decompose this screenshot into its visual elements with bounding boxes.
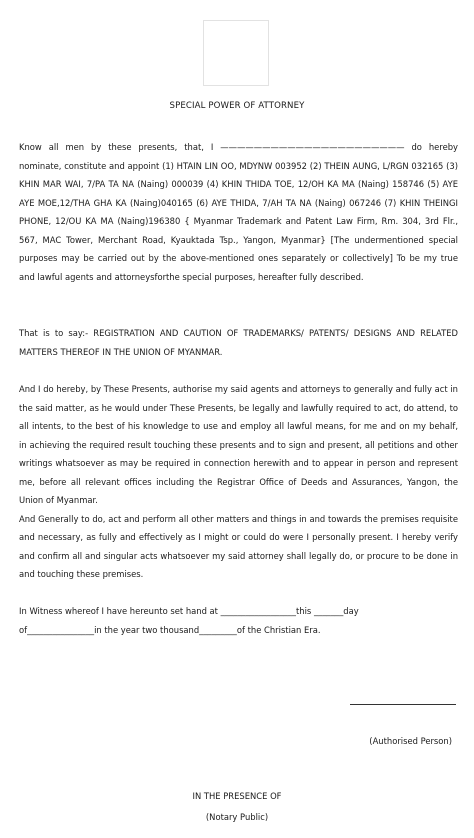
appointment-paragraph: Know all men by these presents, that, I —————————————————————— do hereby nominate, constitute and appoint (1) HTAIN LIN OO, MDYNW 003952 (2) THEIN AUNG, L/RGN 032165 (3) KHIN MAR WAI, 7/PA TA NA (Naing) 000039 (4) KHIN THIDA TOE, 12/OH KA MA (Naing) 158746 (5) AYE AYE MOE,12/THA GHA KA (Naing)040165 (6) AYE THIDA, 7/AH TA NA (Naing) 067246 (7) KHIN THEINGI PHONE, 12/OU KA MA (Naing)196380 { Myanmar Trademark and Patent Law Firm, Rm. 304, 3rd Flr., 567, MAC Tower, Merchant Road, Kyauktada Tsp., Yangon, Myanmar} [The undermentioned special purposes may be carried out by the above-mentioned ones separately or collectively] To be my true and lawful agents and attorneysforthe special purposes, hereafter fully described.	[19, 142, 458, 282]
witness-line-2: of________________in the year two thousand_________of the Christian Era.	[19, 624, 321, 635]
authorisation-section	[19, 380, 458, 584]
stamp-box	[203, 20, 269, 86]
document-title: SPECIAL POWER OF ATTORNEY	[169, 101, 305, 111]
presence-heading: IN THE PRESENCE OF	[192, 791, 282, 801]
general-powers-paragraph: And Generally to do, act and perform all other matters and things in and towards the premises requisite and necessary, as fully and effectively as I might or could do were I personally present. I hereby verify and confirm all and singular acts whatsoever my said attorney shall legally do, or procure to be done in and touching these premises.	[19, 513, 458, 579]
witness-section	[19, 602, 458, 639]
purpose-paragraph: That is to say:- REGISTRATION AND CAUTION OF TRADEMARKS/ PATENTS/ DESIGNS AND RELATED MATTERS THEREOF IN THE UNION OF MYANMAR.	[19, 328, 458, 357]
notary-public-label: (Notary Public)	[205, 812, 269, 822]
signature-line	[350, 704, 456, 705]
witness-line-1: In Witness whereof I have hereunto set hand at __________________this _______day	[19, 606, 359, 616]
authorisation-paragraph: And I do hereby, by These Presents, authorise my said agents and attorneys to generally and fully act in the said matter, as he would under These Presents, be legally and lawfully required to act, do attend, to all intents, to the best of his knowledge to use and employ all lawful means, for me and on my behalf, in achieving the required result touching these presents and to sign and present, all petitions and other writings whatsoever as may be required in connection herewith and to appear in person and represent me, before all relevant offices including the Registrar Office of Deeds and Assurances, Yangon, the Union of Myanmar.	[19, 384, 458, 505]
authorised-person-label: (Authorised Person)	[369, 736, 452, 746]
